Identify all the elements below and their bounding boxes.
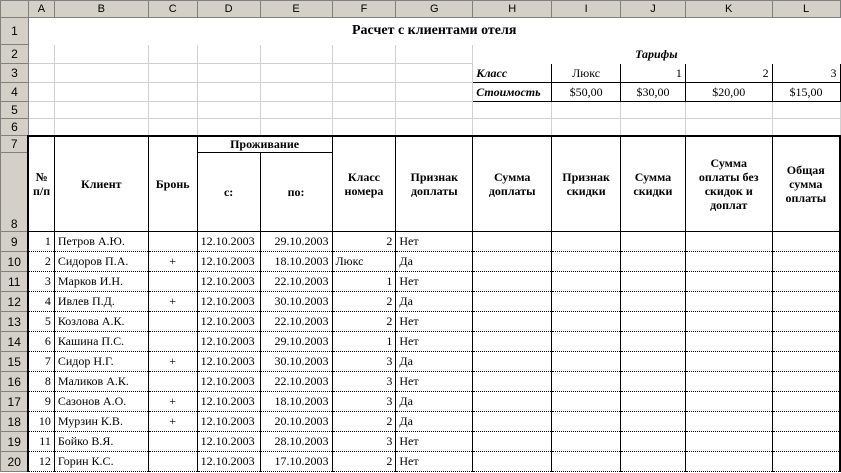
cell-total[interactable] <box>772 232 840 252</box>
header-num[interactable]: № п/п <box>28 136 54 232</box>
cell[interactable] <box>396 45 473 64</box>
cell-date-from[interactable]: 12.10.2003 <box>197 392 260 412</box>
cell-room-class[interactable]: Люкс <box>332 252 396 272</box>
cell-date-from[interactable]: 12.10.2003 <box>197 412 260 432</box>
cell-client[interactable]: Ивлев П.Д. <box>54 292 148 312</box>
cell[interactable] <box>332 45 396 64</box>
cell-total[interactable] <box>772 272 840 292</box>
row-header[interactable]: 13 <box>1 312 29 332</box>
cell-extra-sum[interactable] <box>473 412 552 432</box>
cell-date-from[interactable]: 12.10.2003 <box>197 372 260 392</box>
cell[interactable] <box>332 83 396 102</box>
row-header[interactable]: 2 <box>1 45 29 64</box>
cell-date-to[interactable]: 20.10.2003 <box>260 412 332 432</box>
cell-room-class[interactable]: 3 <box>332 432 396 452</box>
cell[interactable] <box>260 64 332 83</box>
cell[interactable] <box>621 119 686 136</box>
cell-discount-flag[interactable] <box>552 272 621 292</box>
cell-extra-sum[interactable] <box>473 232 552 252</box>
cell-extra-sum[interactable] <box>473 252 552 272</box>
cell-total[interactable] <box>772 372 840 392</box>
cell-discount-sum[interactable] <box>621 432 686 452</box>
cell-discount-flag[interactable] <box>552 412 621 432</box>
cell-extra-sum[interactable] <box>473 452 552 472</box>
cell-booking[interactable] <box>148 452 197 472</box>
cell-discount-flag[interactable] <box>552 292 621 312</box>
cell[interactable] <box>148 45 197 64</box>
cell-extra-sum[interactable] <box>473 332 552 352</box>
row-header[interactable]: 16 <box>1 372 29 392</box>
cell-booking[interactable] <box>148 372 197 392</box>
tariff-cost[interactable]: $20,00 <box>685 83 772 102</box>
tariffs-header[interactable]: Тарифы <box>473 45 840 64</box>
cell-date-to[interactable]: 18.10.2003 <box>260 252 332 272</box>
cell-discount-flag[interactable] <box>552 232 621 252</box>
cell-client[interactable]: Кашина П.С. <box>54 332 148 352</box>
cell-room-class[interactable]: 1 <box>332 332 396 352</box>
cell-discount-sum[interactable] <box>621 292 686 312</box>
cell-date-to[interactable]: 22.10.2003 <box>260 372 332 392</box>
cell-room-class[interactable]: 1 <box>332 272 396 292</box>
tariff-cost-label[interactable]: Стоимость <box>473 83 552 102</box>
row-header[interactable]: 14 <box>1 332 29 352</box>
cell-date-from[interactable]: 12.10.2003 <box>197 272 260 292</box>
cell-sum-without[interactable] <box>685 452 772 472</box>
cell[interactable] <box>54 102 148 119</box>
tariff-class[interactable]: 2 <box>685 64 772 83</box>
cell-client[interactable]: Мурзин К.В. <box>54 412 148 432</box>
header-to[interactable]: по: <box>260 153 332 232</box>
cell[interactable] <box>260 119 332 136</box>
row-header[interactable]: 8 <box>1 153 29 232</box>
table-row <box>1 252 841 272</box>
cell-client[interactable]: Сазонов А.О. <box>54 392 148 412</box>
cell-extra-sum[interactable] <box>473 432 552 452</box>
tariff-class[interactable]: 1 <box>621 64 686 83</box>
cell[interactable] <box>148 64 197 83</box>
cell-date-from[interactable]: 12.10.2003 <box>197 452 260 472</box>
cell-total[interactable] <box>772 432 840 452</box>
cell-total[interactable] <box>772 352 840 372</box>
cell[interactable] <box>332 119 396 136</box>
cell-total[interactable] <box>772 392 840 412</box>
cell[interactable] <box>28 83 54 102</box>
header-discount-sum[interactable]: Сумма скидки <box>621 136 686 232</box>
header-from[interactable]: с: <box>197 153 260 232</box>
cell-sum-without[interactable] <box>685 272 772 292</box>
cell-date-from[interactable]: 12.10.2003 <box>197 252 260 272</box>
cell[interactable] <box>772 119 840 136</box>
cell[interactable] <box>54 119 148 136</box>
row-header[interactable]: 20 <box>1 452 29 472</box>
header-discount-flag[interactable]: Признак скидки <box>552 136 621 232</box>
cell-extra-flag[interactable]: Нет <box>396 452 473 472</box>
cell-extra-sum[interactable] <box>473 372 552 392</box>
cell[interactable] <box>260 102 332 119</box>
cell[interactable] <box>772 102 840 119</box>
cell-num[interactable]: 2 <box>28 252 54 272</box>
row-header[interactable]: 18 <box>1 412 29 432</box>
cell-total[interactable] <box>772 312 840 332</box>
tariff-cost[interactable]: $30,00 <box>621 83 686 102</box>
cell-client[interactable]: Марков И.Н. <box>54 272 148 292</box>
table-row <box>1 232 841 252</box>
cell-num[interactable]: 4 <box>28 292 54 312</box>
cell-extra-sum[interactable] <box>473 292 552 312</box>
cell-date-from[interactable]: 12.10.2003 <box>197 432 260 452</box>
cell-extra-sum[interactable] <box>473 352 552 372</box>
cell[interactable] <box>473 102 552 119</box>
cell-extra-flag[interactable]: Нет <box>396 332 473 352</box>
col-header-k[interactable]: K <box>685 1 772 18</box>
cell[interactable] <box>685 119 772 136</box>
table-row <box>1 432 841 452</box>
cell-date-from[interactable]: 12.10.2003 <box>197 292 260 312</box>
cell-sum-without[interactable] <box>685 412 772 432</box>
col-header-g[interactable]: G <box>396 1 473 18</box>
cell-sum-without[interactable] <box>685 392 772 412</box>
cell-total[interactable] <box>772 412 840 432</box>
cell[interactable] <box>552 102 621 119</box>
cell-extra-sum[interactable] <box>473 272 552 292</box>
sheet-title[interactable]: Расчет с клиентами отеля <box>28 18 840 45</box>
cell-date-from[interactable]: 12.10.2003 <box>197 352 260 372</box>
col-header-f[interactable]: F <box>332 1 396 18</box>
header-room-class[interactable]: Класс номера <box>332 136 396 232</box>
cell[interactable] <box>396 83 473 102</box>
table-row <box>1 452 841 472</box>
cell[interactable] <box>396 64 473 83</box>
row-header[interactable]: 5 <box>1 102 29 119</box>
cell-total[interactable] <box>772 292 840 312</box>
table-row <box>1 372 841 392</box>
row-header[interactable]: 19 <box>1 432 29 452</box>
row-header[interactable]: 1 <box>1 18 29 45</box>
cell-sum-without[interactable] <box>685 252 772 272</box>
cell[interactable] <box>54 45 148 64</box>
col-header-e[interactable]: E <box>260 1 332 18</box>
cell-discount-flag[interactable] <box>552 352 621 372</box>
cell-extra-sum[interactable] <box>473 392 552 412</box>
cell-extra-flag[interactable]: Нет <box>396 312 473 332</box>
cell-client[interactable]: Козлова А.К. <box>54 312 148 332</box>
cell-num[interactable]: 3 <box>28 272 54 292</box>
header-extra-sum[interactable]: Сумма доплаты <box>473 136 552 232</box>
cell-room-class[interactable]: 2 <box>332 292 396 312</box>
cell-booking[interactable]: + <box>148 352 197 372</box>
cell-discount-sum[interactable] <box>621 352 686 372</box>
cell-discount-sum[interactable] <box>621 372 686 392</box>
cell-extra-flag[interactable]: Да <box>396 292 473 312</box>
cell[interactable] <box>197 64 260 83</box>
tariff-cost[interactable]: $50,00 <box>552 83 621 102</box>
cell-discount-sum[interactable] <box>621 272 686 292</box>
col-header-l[interactable]: L <box>772 1 840 18</box>
table-row <box>1 312 841 332</box>
cell-sum-without[interactable] <box>685 292 772 312</box>
cell-num[interactable]: 6 <box>28 332 54 352</box>
cell-date-to[interactable]: 29.10.2003 <box>260 332 332 352</box>
cell-total[interactable] <box>772 252 840 272</box>
cell-discount-sum[interactable] <box>621 392 686 412</box>
cell-total[interactable] <box>772 452 840 472</box>
cell[interactable] <box>260 45 332 64</box>
header-booking[interactable]: Бронь <box>148 136 197 232</box>
cell-discount-sum[interactable] <box>621 232 686 252</box>
cell-discount-sum[interactable] <box>621 312 686 332</box>
row-header[interactable]: 3 <box>1 64 29 83</box>
cell-booking[interactable]: + <box>148 392 197 412</box>
cell-date-to[interactable]: 30.10.2003 <box>260 352 332 372</box>
row-header[interactable]: 11 <box>1 272 29 292</box>
col-header-c[interactable]: C <box>148 1 197 18</box>
header-total[interactable]: Общая сумма оплаты <box>772 136 840 232</box>
cell-room-class[interactable]: 3 <box>332 392 396 412</box>
cell-num[interactable]: 12 <box>28 452 54 472</box>
cell-booking[interactable]: + <box>148 292 197 312</box>
cell-date-from[interactable]: 12.10.2003 <box>197 332 260 352</box>
cell[interactable] <box>332 102 396 119</box>
cell[interactable] <box>28 45 54 64</box>
cell-extra-flag[interactable]: Нет <box>396 232 473 252</box>
cell-client[interactable]: Горин К.С. <box>54 452 148 472</box>
col-header-i[interactable]: I <box>552 1 621 18</box>
cell-date-to[interactable]: 17.10.2003 <box>260 452 332 472</box>
tariff-class[interactable]: Люкс <box>552 64 621 83</box>
cell-extra-flag[interactable]: Да <box>396 352 473 372</box>
cell-discount-flag[interactable] <box>552 392 621 412</box>
cell-extra-flag[interactable]: Нет <box>396 432 473 452</box>
row-header[interactable]: 10 <box>1 252 29 272</box>
cell-num[interactable]: 7 <box>28 352 54 372</box>
col-header-h[interactable]: H <box>473 1 552 18</box>
row-header[interactable]: 12 <box>1 292 29 312</box>
cell-discount-sum[interactable] <box>621 332 686 352</box>
cell-num[interactable]: 1 <box>28 232 54 252</box>
cell-num[interactable]: 11 <box>28 432 54 452</box>
cell-sum-without[interactable] <box>685 332 772 352</box>
cell-date-to[interactable]: 22.10.2003 <box>260 272 332 292</box>
cell-extra-flag[interactable]: Нет <box>396 272 473 292</box>
cell-booking[interactable] <box>148 232 197 252</box>
cell-client[interactable]: Сидоров П.А. <box>54 252 148 272</box>
header-extra-flag[interactable]: Признак доплаты <box>396 136 473 232</box>
header-stay[interactable]: Проживание <box>197 136 332 153</box>
row-header[interactable]: 4 <box>1 83 29 102</box>
cell[interactable] <box>621 102 686 119</box>
cell-discount-flag[interactable] <box>552 372 621 392</box>
tariff-cost[interactable]: $15,00 <box>772 83 840 102</box>
cell-num[interactable]: 8 <box>28 372 54 392</box>
cell-client[interactable]: Сидор Н.Г. <box>54 352 148 372</box>
table-row <box>1 332 841 352</box>
cell[interactable] <box>552 119 621 136</box>
cell[interactable] <box>396 102 473 119</box>
cell[interactable] <box>54 64 148 83</box>
cell-date-to[interactable]: 29.10.2003 <box>260 232 332 252</box>
cell-booking[interactable] <box>148 312 197 332</box>
cell-discount-flag[interactable] <box>552 432 621 452</box>
cell-num[interactable]: 10 <box>28 412 54 432</box>
cell-room-class[interactable]: 3 <box>332 352 396 372</box>
cell[interactable] <box>332 64 396 83</box>
tariff-class[interactable]: 3 <box>772 64 840 83</box>
cell-date-to[interactable]: 18.10.2003 <box>260 392 332 412</box>
cell[interactable] <box>197 119 260 136</box>
cell-extra-flag[interactable]: Да <box>396 252 473 272</box>
cell[interactable] <box>28 64 54 83</box>
cell[interactable] <box>197 45 260 64</box>
cell-discount-flag[interactable] <box>552 312 621 332</box>
row-header[interactable]: 17 <box>1 392 29 412</box>
cell[interactable] <box>473 119 552 136</box>
cell[interactable] <box>148 119 197 136</box>
table-row <box>1 292 841 312</box>
table-row <box>1 352 841 372</box>
cell[interactable] <box>197 83 260 102</box>
header-client[interactable]: Клиент <box>54 136 148 232</box>
col-header-b[interactable]: B <box>54 1 148 18</box>
row-header[interactable]: 7 <box>1 136 29 153</box>
cell-date-to[interactable]: 28.10.2003 <box>260 432 332 452</box>
cell-booking[interactable]: + <box>148 252 197 272</box>
cell-date-to[interactable]: 22.10.2003 <box>260 312 332 332</box>
cell-booking[interactable]: + <box>148 412 197 432</box>
cell-booking[interactable] <box>148 272 197 292</box>
tariff-class-label[interactable]: Класс <box>473 64 552 83</box>
row-header[interactable]: 9 <box>1 232 29 252</box>
cell-discount-sum[interactable] <box>621 412 686 432</box>
cell-discount-sum[interactable] <box>621 252 686 272</box>
cell-date-from[interactable]: 12.10.2003 <box>197 312 260 332</box>
col-header-a[interactable]: A <box>28 1 54 18</box>
col-header-d[interactable]: D <box>197 1 260 18</box>
cell-room-class[interactable]: 2 <box>332 412 396 432</box>
cell-num[interactable]: 9 <box>28 392 54 412</box>
cell[interactable] <box>396 119 473 136</box>
cell-discount-flag[interactable] <box>552 452 621 472</box>
cell[interactable] <box>148 83 197 102</box>
table-row <box>1 392 841 412</box>
header-sum-without[interactable]: Сумма оплаты без скидок и доплат <box>685 136 772 232</box>
cell[interactable] <box>197 102 260 119</box>
cell-client[interactable]: Петров А.Ю. <box>54 232 148 252</box>
cell[interactable] <box>54 83 148 102</box>
cell-discount-flag[interactable] <box>552 332 621 352</box>
cell-sum-without[interactable] <box>685 312 772 332</box>
cell-client[interactable]: Бойко В.Я. <box>54 432 148 452</box>
table-row <box>1 412 841 432</box>
cell-num[interactable]: 5 <box>28 312 54 332</box>
cell-extra-flag[interactable]: Да <box>396 392 473 412</box>
cell-client[interactable]: Маликов А.К. <box>54 372 148 392</box>
cell-room-class[interactable]: 2 <box>332 232 396 252</box>
cell[interactable] <box>148 102 197 119</box>
select-all-corner[interactable] <box>1 1 29 18</box>
cell-sum-without[interactable] <box>685 232 772 252</box>
cell[interactable] <box>28 102 54 119</box>
cell[interactable] <box>260 83 332 102</box>
cell-discount-flag[interactable] <box>552 252 621 272</box>
cell-date-from[interactable]: 12.10.2003 <box>197 232 260 252</box>
cell-room-class[interactable]: 2 <box>332 452 396 472</box>
cell-room-class[interactable]: 2 <box>332 312 396 332</box>
cell-sum-without[interactable] <box>685 352 772 372</box>
cell-sum-without[interactable] <box>685 432 772 452</box>
cell-sum-without[interactable] <box>685 372 772 392</box>
row-header[interactable]: 6 <box>1 119 29 136</box>
cell-booking[interactable] <box>148 432 197 452</box>
cell-extra-sum[interactable] <box>473 312 552 332</box>
cell-date-to[interactable]: 30.10.2003 <box>260 292 332 312</box>
cell-booking[interactable] <box>148 332 197 352</box>
table-row <box>1 272 841 292</box>
cell[interactable] <box>28 119 54 136</box>
col-header-j[interactable]: J <box>621 1 686 18</box>
cell-room-class[interactable]: 3 <box>332 372 396 392</box>
cell-total[interactable] <box>772 332 840 352</box>
cell-discount-sum[interactable] <box>621 452 686 472</box>
cell-extra-flag[interactable]: Да <box>396 412 473 432</box>
cell[interactable] <box>685 102 772 119</box>
cell-extra-flag[interactable]: Нет <box>396 372 473 392</box>
row-header[interactable]: 15 <box>1 352 29 372</box>
